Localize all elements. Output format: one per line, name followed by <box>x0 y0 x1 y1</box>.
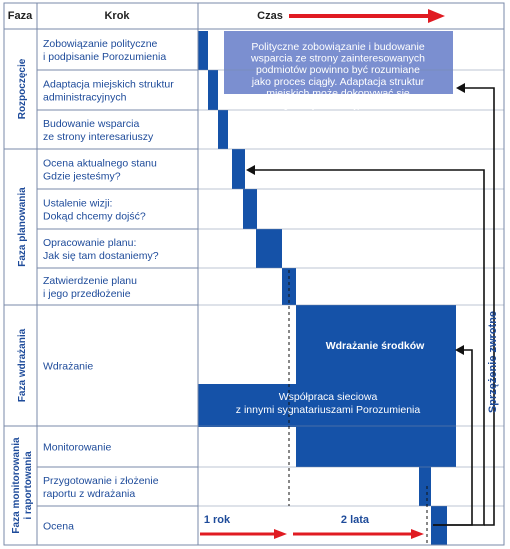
phase-line: Faza planowania <box>17 187 28 267</box>
step-label-4: Ocena aktualnego stanu <box>43 157 157 170</box>
step-label-1: i podpisanie Porozumienia <box>43 51 167 63</box>
header-phase: Faza <box>7 10 33 22</box>
continuous-note-line: Polityczne zobowiązanie i budowanie <box>251 41 425 53</box>
phase-line: Faza wdrażania <box>17 328 28 403</box>
step-label-3: ze strony interesariuszy <box>43 131 154 143</box>
feedback-arrowhead-start <box>456 83 465 93</box>
continuous-note-line: wsparcia ze strony zainteresowanych <box>251 52 425 65</box>
step-bar-approval <box>282 268 296 305</box>
timeline-arrow-2-head <box>411 529 424 539</box>
feedback-label <box>487 311 499 413</box>
implementation-block <box>296 305 456 467</box>
step-bar-report <box>419 467 431 506</box>
step-label-8: Wdrażanie <box>43 360 94 373</box>
continuous-note-line: według potrzeb. <box>300 110 376 123</box>
step-bar-support <box>218 110 228 149</box>
phase-line: Rozpoczęcie <box>17 58 28 120</box>
phase-line: Faza monitorowania <box>11 437 22 534</box>
phase-label-4 <box>11 437 34 534</box>
step-label-1: Zobowiązanie polityczne <box>43 38 158 50</box>
step-bar-assessment <box>232 149 245 189</box>
timeline-first-label: 1 rok <box>203 514 231 526</box>
phase-label-2 <box>17 187 28 267</box>
continuous-note-line: w regularnych odstępach czasu, <box>263 99 413 111</box>
timeline-arrow-1-head <box>274 529 287 539</box>
timeline-second-label: 2 lata <box>340 514 370 526</box>
continuous-note-line: miejskich może dokonywać się <box>266 87 410 100</box>
phase-label-1 <box>17 58 28 119</box>
step-label-4: Gdzie jesteśmy? <box>43 170 121 183</box>
continuous-note-line: podmiotów powinno być rozumiane <box>255 64 421 77</box>
step-label-5: Dokąd chcemy dojść? <box>43 210 146 223</box>
header-time: Czas <box>257 10 283 22</box>
step-label-6: Opracowanie planu: <box>43 237 137 249</box>
continuous-note-line: jako proces ciągły. Adaptacja struktur <box>251 75 425 88</box>
step-bar-adaptation <box>208 70 218 110</box>
header-step: Krok <box>104 10 130 22</box>
step-label-3: Budowanie wsparcia <box>43 118 140 130</box>
implementation-measures-label: Wdrażanie środków <box>325 340 425 352</box>
step-label-11: Ocena <box>43 520 74 533</box>
step-bar-commitment <box>198 31 208 70</box>
step-label-10: raportu z wdrażania <box>43 488 136 500</box>
feedback-arrowhead-assessment <box>246 165 255 175</box>
step-label-2: administracyjnych <box>43 91 127 104</box>
feedback-arrowhead-implementation <box>455 345 464 355</box>
network-cooperation-line: z innymi sygnatariuszami Porozumienia <box>235 404 421 416</box>
phase-label-3 <box>17 328 28 402</box>
time-arrow-head <box>428 9 445 23</box>
step-bar-plan <box>256 229 282 268</box>
network-cooperation-line: Współpraca sieciowa <box>278 391 378 403</box>
step-label-2: Adaptacja miejskich struktur <box>43 78 174 91</box>
step-label-10: Przygotowanie i złożenie <box>43 475 159 487</box>
feedback-label-text: Sprzężenie zwrotne <box>487 310 499 414</box>
step-label-9: Monitorowanie <box>43 441 112 454</box>
step-label-7: Zatwierdzenie planu <box>43 275 137 287</box>
step-label-7: i jego przedłożenie <box>43 288 131 300</box>
feedback-line-start <box>462 88 494 525</box>
phase-line: i raportowania <box>23 451 34 520</box>
step-label-6: Jak się tam dostaniemy? <box>43 250 159 262</box>
step-bar-vision <box>243 189 257 229</box>
step-label-5: Ustalenie wizji: <box>43 197 113 210</box>
